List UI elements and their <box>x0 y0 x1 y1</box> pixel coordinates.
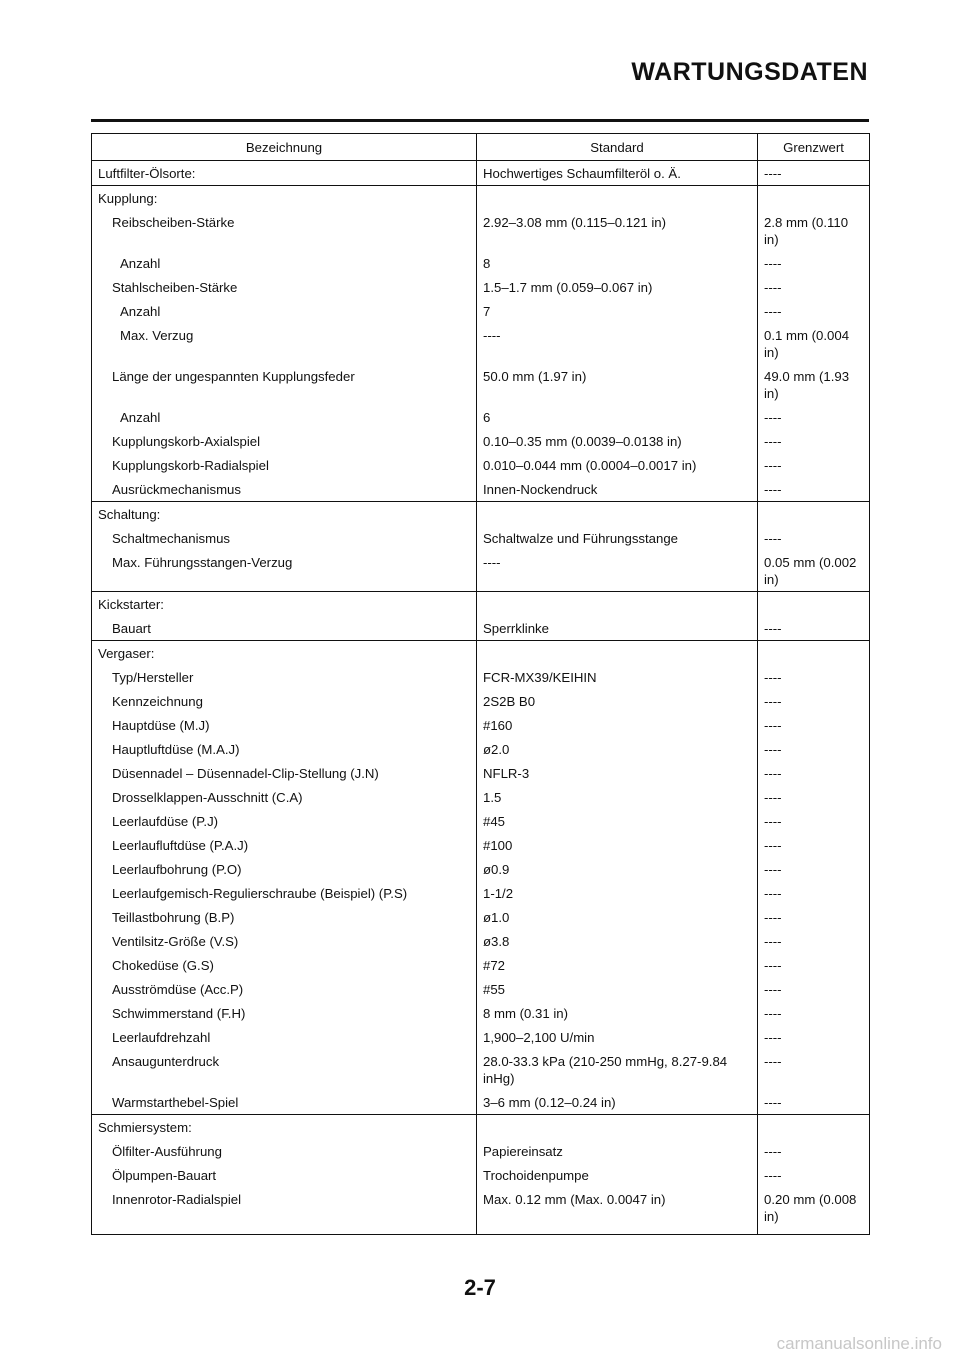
table-row <box>92 453 870 477</box>
table-row <box>92 364 870 405</box>
cell-bezeichnung: Schaltung: <box>92 502 477 527</box>
table-row <box>92 210 870 251</box>
cell-grenzwert: ---- <box>758 526 870 550</box>
cell-grenzwert: ---- <box>758 1090 870 1115</box>
cell-grenzwert: ---- <box>758 1025 870 1049</box>
cell-grenzwert: ---- <box>758 161 870 186</box>
cell-bezeichnung: Leerlaufluftdüse (P.A.J) <box>92 833 477 857</box>
cell-grenzwert: ---- <box>758 1139 870 1163</box>
cell-standard: #160 <box>477 713 758 737</box>
cell-standard: 2S2B B0 <box>477 689 758 713</box>
cell-grenzwert: 0.1 mm (0.004 in) <box>758 323 870 364</box>
table-row <box>92 323 870 364</box>
table-row <box>92 1115 870 1140</box>
cell-standard: 1.5–1.7 mm (0.059–0.067 in) <box>477 275 758 299</box>
cell-grenzwert: 2.8 mm (0.110 in) <box>758 210 870 251</box>
table-header-row <box>92 134 870 161</box>
title-rule <box>91 119 869 122</box>
table-row <box>92 833 870 857</box>
table-row <box>92 592 870 617</box>
cell-standard: Sperrklinke <box>477 616 758 641</box>
cell-bezeichnung: Schaltmechanismus <box>92 526 477 550</box>
table-row <box>92 977 870 1001</box>
cell-standard: ---- <box>477 323 758 364</box>
cell-grenzwert: ---- <box>758 405 870 429</box>
cell-bezeichnung: Leerlaufdüse (P.J) <box>92 809 477 833</box>
cell-bezeichnung: Ventilsitz-Größe (V.S) <box>92 929 477 953</box>
cell-grenzwert: ---- <box>758 881 870 905</box>
table-row <box>92 881 870 905</box>
cell-standard: 50.0 mm (1.97 in) <box>477 364 758 405</box>
cell-standard: Hochwertiges Schaumfilteröl o. Ä. <box>477 161 758 186</box>
cell-grenzwert: 49.0 mm (1.93 in) <box>758 364 870 405</box>
cell-standard: 0.010–0.044 mm (0.0004–0.0017 in) <box>477 453 758 477</box>
column-header-standard: Standard <box>477 134 758 161</box>
cell-standard: Trochoidenpumpe <box>477 1163 758 1187</box>
cell-bezeichnung: Leerlaufgemisch-Regulierschraube (Beispiel) (P.S) <box>92 881 477 905</box>
cell-standard: ø1.0 <box>477 905 758 929</box>
table-row <box>92 857 870 881</box>
cell-standard: FCR-MX39/KEIHIN <box>477 665 758 689</box>
table-row <box>92 1187 870 1234</box>
cell-grenzwert: ---- <box>758 251 870 275</box>
cell-grenzwert: ---- <box>758 1163 870 1187</box>
cell-grenzwert: ---- <box>758 737 870 761</box>
cell-standard: #55 <box>477 977 758 1001</box>
cell-standard <box>477 641 758 666</box>
table-row <box>92 929 870 953</box>
cell-bezeichnung: Anzahl <box>92 251 477 275</box>
cell-standard: Innen-Nockendruck <box>477 477 758 502</box>
table-row <box>92 616 870 641</box>
table-row <box>92 1090 870 1115</box>
table-body <box>92 161 870 1235</box>
cell-standard <box>477 502 758 527</box>
cell-grenzwert: 0.20 mm (0.008 in) <box>758 1187 870 1234</box>
cell-standard: NFLR-3 <box>477 761 758 785</box>
cell-standard <box>477 592 758 617</box>
cell-grenzwert: ---- <box>758 275 870 299</box>
table-row <box>92 161 870 186</box>
cell-bezeichnung: Leerlaufbohrung (P.O) <box>92 857 477 881</box>
cell-bezeichnung: Düsennadel – Düsennadel-Clip-Stellung (J.N) <box>92 761 477 785</box>
table-row <box>92 1139 870 1163</box>
cell-grenzwert: ---- <box>758 1001 870 1025</box>
cell-standard: Max. 0.12 mm (Max. 0.0047 in) <box>477 1187 758 1234</box>
cell-bezeichnung: Innenrotor-Radialspiel <box>92 1187 477 1234</box>
cell-standard: #100 <box>477 833 758 857</box>
maintenance-spec-table <box>91 133 870 1235</box>
cell-standard: 7 <box>477 299 758 323</box>
cell-grenzwert: ---- <box>758 977 870 1001</box>
cell-grenzwert: ---- <box>758 665 870 689</box>
watermark-text: carmanualsonline.info <box>776 1334 942 1353</box>
cell-grenzwert: 0.05 mm (0.002 in) <box>758 550 870 592</box>
cell-bezeichnung: Hauptluftdüse (M.A.J) <box>92 737 477 761</box>
cell-standard: 28.0-33.3 kPa (210-250 mmHg, 8.27-9.84 inHg) <box>477 1049 758 1090</box>
cell-bezeichnung: Max. Verzug <box>92 323 477 364</box>
cell-grenzwert <box>758 502 870 527</box>
cell-bezeichnung: Warmstarthebel-Spiel <box>92 1090 477 1115</box>
cell-bezeichnung: Ölpumpen-Bauart <box>92 1163 477 1187</box>
cell-standard: ø0.9 <box>477 857 758 881</box>
table-row <box>92 299 870 323</box>
table-row <box>92 809 870 833</box>
table-row <box>92 1163 870 1187</box>
cell-grenzwert: ---- <box>758 809 870 833</box>
cell-grenzwert: ---- <box>758 299 870 323</box>
table-row <box>92 761 870 785</box>
table-row <box>92 526 870 550</box>
cell-grenzwert: ---- <box>758 689 870 713</box>
cell-bezeichnung: Schwimmerstand (F.H) <box>92 1001 477 1025</box>
column-header-bezeichnung: Bezeichnung <box>92 134 477 161</box>
cell-bezeichnung: Kupplungskorb-Axialspiel <box>92 429 477 453</box>
cell-bezeichnung: Länge der ungespannten Kupplungsfeder <box>92 364 477 405</box>
cell-grenzwert: ---- <box>758 713 870 737</box>
cell-bezeichnung: Vergaser: <box>92 641 477 666</box>
cell-bezeichnung: Kennzeichnung <box>92 689 477 713</box>
cell-grenzwert: ---- <box>758 905 870 929</box>
cell-bezeichnung: Teillastbohrung (B.P) <box>92 905 477 929</box>
table-row <box>92 1001 870 1025</box>
cell-standard: 1-1/2 <box>477 881 758 905</box>
cell-standard: 1,900–2,100 U/min <box>477 1025 758 1049</box>
table-row <box>92 785 870 809</box>
cell-standard: 3–6 mm (0.12–0.24 in) <box>477 1090 758 1115</box>
cell-bezeichnung: Stahlscheiben-Stärke <box>92 275 477 299</box>
cell-standard: 6 <box>477 405 758 429</box>
table-row <box>92 665 870 689</box>
column-header-grenzwert: Grenzwert <box>758 134 870 161</box>
page-number: 2-7 <box>464 1275 496 1300</box>
table-row <box>92 405 870 429</box>
cell-bezeichnung: Ansaugunterdruck <box>92 1049 477 1090</box>
cell-bezeichnung: Leerlaufdrehzahl <box>92 1025 477 1049</box>
table-row <box>92 275 870 299</box>
cell-standard <box>477 1115 758 1140</box>
cell-grenzwert: ---- <box>758 761 870 785</box>
table-row <box>92 1025 870 1049</box>
cell-standard: 8 <box>477 251 758 275</box>
cell-standard: ---- <box>477 550 758 592</box>
table-row <box>92 550 870 592</box>
cell-standard: Schaltwalze und Führungsstange <box>477 526 758 550</box>
cell-bezeichnung: Bauart <box>92 616 477 641</box>
cell-grenzwert: ---- <box>758 929 870 953</box>
table-row <box>92 502 870 527</box>
table-row <box>92 429 870 453</box>
table-row <box>92 251 870 275</box>
table-row <box>92 1049 870 1090</box>
cell-standard: 1.5 <box>477 785 758 809</box>
cell-bezeichnung: Typ/Hersteller <box>92 665 477 689</box>
cell-standard: ø3.8 <box>477 929 758 953</box>
cell-bezeichnung: Chokedüse (G.S) <box>92 953 477 977</box>
cell-bezeichnung: Ausströmdüse (Acc.P) <box>92 977 477 1001</box>
cell-grenzwert <box>758 641 870 666</box>
cell-bezeichnung: Max. Führungsstangen-Verzug <box>92 550 477 592</box>
cell-grenzwert: ---- <box>758 833 870 857</box>
cell-bezeichnung: Drosselklappen-Ausschnitt (C.A) <box>92 785 477 809</box>
cell-bezeichnung: Ölfilter-Ausführung <box>92 1139 477 1163</box>
cell-grenzwert: ---- <box>758 785 870 809</box>
cell-bezeichnung: Luftfilter-Ölsorte: <box>92 161 477 186</box>
cell-bezeichnung: Kupplung: <box>92 186 477 211</box>
table-row <box>92 953 870 977</box>
table-row <box>92 641 870 666</box>
table-row <box>92 737 870 761</box>
cell-bezeichnung: Anzahl <box>92 299 477 323</box>
page-title: WARTUNGSDATEN <box>631 58 868 86</box>
cell-standard: #45 <box>477 809 758 833</box>
cell-standard: 8 mm (0.31 in) <box>477 1001 758 1025</box>
cell-grenzwert: ---- <box>758 953 870 977</box>
table-row <box>92 477 870 502</box>
cell-grenzwert: ---- <box>758 453 870 477</box>
table-row <box>92 186 870 211</box>
cell-bezeichnung: Ausrückmechanismus <box>92 477 477 502</box>
cell-standard: ø2.0 <box>477 737 758 761</box>
cell-grenzwert: ---- <box>758 857 870 881</box>
cell-standard <box>477 186 758 211</box>
cell-standard: 0.10–0.35 mm (0.0039–0.0138 in) <box>477 429 758 453</box>
cell-bezeichnung: Schmiersystem: <box>92 1115 477 1140</box>
table-row <box>92 689 870 713</box>
cell-bezeichnung: Hauptdüse (M.J) <box>92 713 477 737</box>
cell-standard: 2.92–3.08 mm (0.115–0.121 in) <box>477 210 758 251</box>
cell-bezeichnung: Reibscheiben-Stärke <box>92 210 477 251</box>
cell-bezeichnung: Kickstarter: <box>92 592 477 617</box>
cell-bezeichnung: Kupplungskorb-Radialspiel <box>92 453 477 477</box>
cell-standard: #72 <box>477 953 758 977</box>
cell-grenzwert: ---- <box>758 1049 870 1090</box>
cell-grenzwert <box>758 186 870 211</box>
table-row <box>92 713 870 737</box>
table-row <box>92 905 870 929</box>
cell-grenzwert: ---- <box>758 616 870 641</box>
cell-standard: Papiereinsatz <box>477 1139 758 1163</box>
cell-grenzwert <box>758 592 870 617</box>
cell-grenzwert <box>758 1115 870 1140</box>
cell-grenzwert: ---- <box>758 429 870 453</box>
cell-grenzwert: ---- <box>758 477 870 502</box>
cell-bezeichnung: Anzahl <box>92 405 477 429</box>
